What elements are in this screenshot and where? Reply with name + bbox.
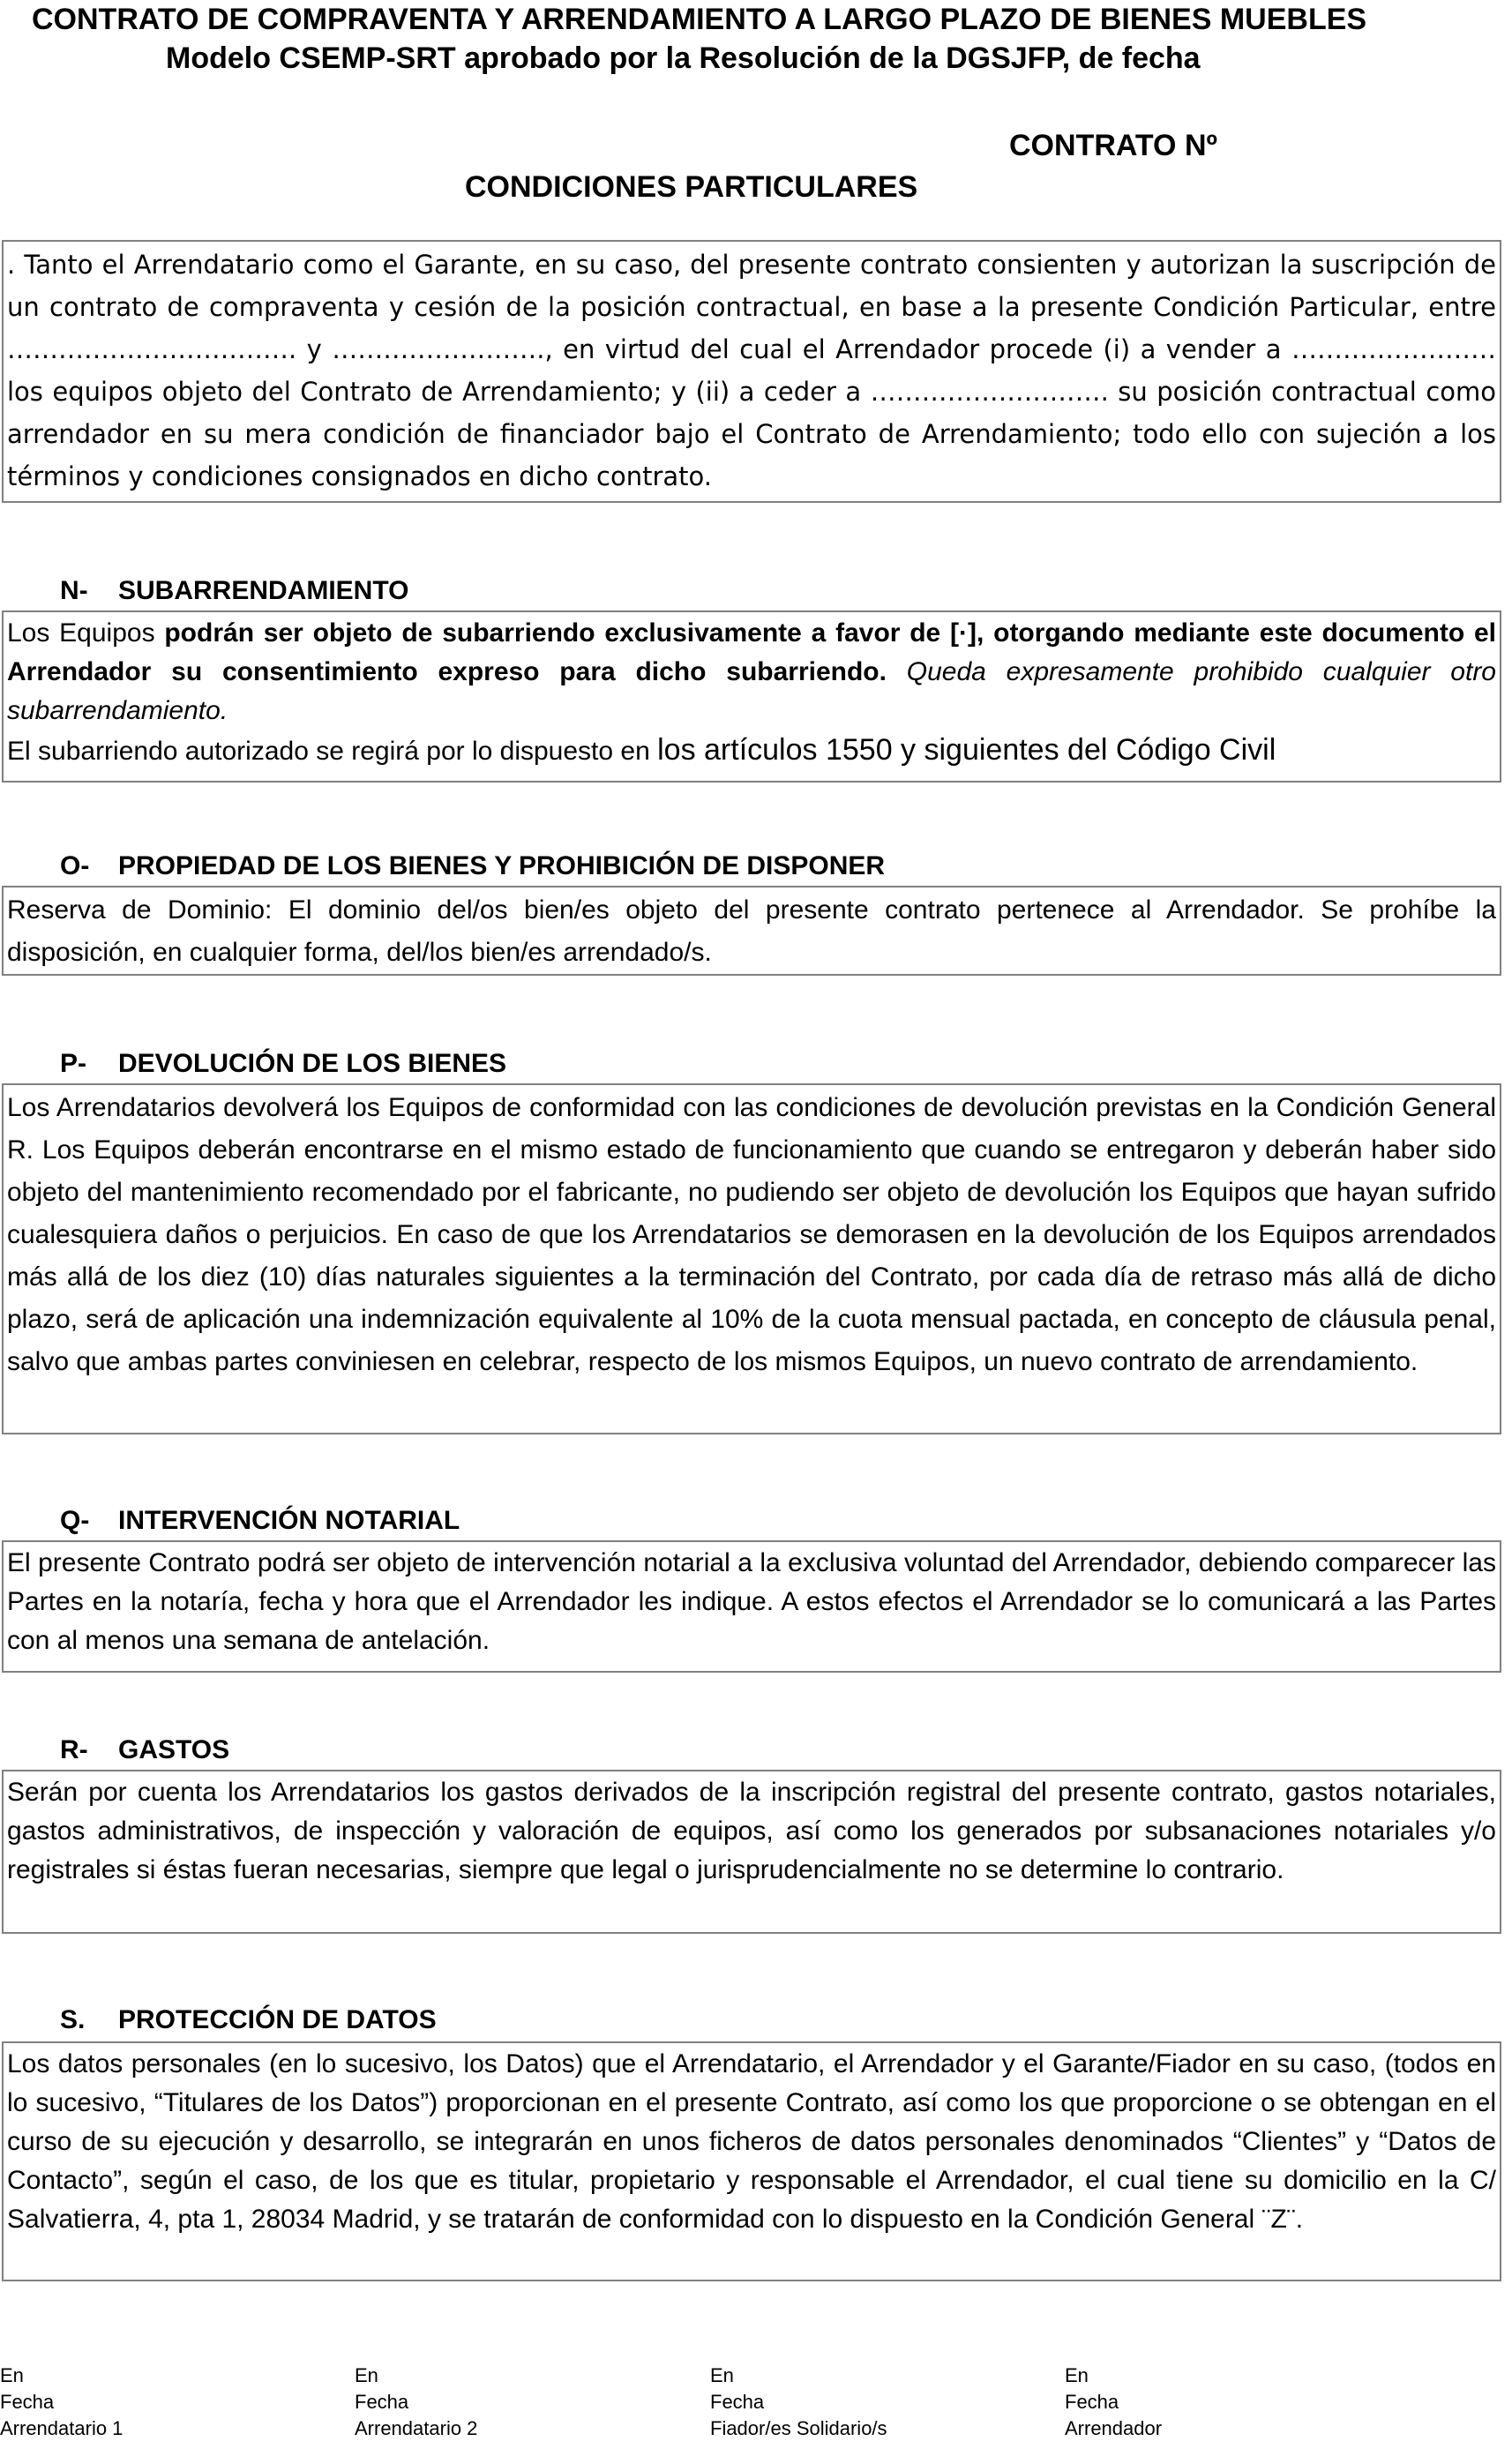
signature-place: En: [710, 2364, 734, 2386]
section-q-box: [2, 1540, 1501, 1673]
section-p-box: [2, 1083, 1501, 1434]
intro-clause-box: [2, 240, 1501, 503]
section-n-heading: [60, 573, 408, 609]
section-n-label: N-: [60, 576, 88, 605]
section-n-italic-text: Queda expresamente prohibido cualquier otro subarrendamiento.: [7, 657, 1496, 725]
section-s-heading: [60, 2003, 437, 2038]
signature-date: Fecha: [0, 2391, 55, 2413]
section-q-heading: [60, 1503, 460, 1539]
signature-place: En: [355, 2364, 378, 2386]
section-o-title: PROPIEDAD DE LOS BIENES Y PROHIBICIÓN DE DISPONER: [118, 851, 886, 880]
section-r-heading: [60, 1733, 229, 1768]
section-o-label: O-: [60, 851, 90, 880]
intro-clause-text: . Tanto el Arrendatario como el Garante, en su caso, del presente contrato consienten y autorizan la suscripción de un contrato de compraventa y cesión de la posición contractual, en base a la presente Condición Particular, entre ……………………………. y ……………………., en virtud del cual el Arrendador procede (i) a vender a …………………… los equipos objeto del Contrato de Arrendamiento; y (ii) a ceder a ………………………. su posición contractual como arrendador en su mera condición de financiador bajo el Contrato de Arrendamiento; todo ello con sujeción a los términos y condiciones consignados en dicho contrato.: [7, 250, 1496, 491]
signature-place: En: [1065, 2364, 1089, 2386]
section-n-regulation-text: El subarriendo autorizado se regirá por lo dispuesto en: [7, 737, 658, 766]
section-o-text: Reserva de Dominio: El dominio del/os bien/es objeto del presente contrato pertenece al Arrendador. Se prohíbe la disposición, en cualquier forma, del/los bien/es arrendado/s.: [7, 895, 1496, 967]
section-n-box: [2, 610, 1501, 783]
section-p-text: Los Arrendatarios devolverá los Equipos de conformidad con las condiciones de devolución previstas en la Condición General R. Los Equipos deberán encontrarse en el mismo estado de funcionamiento que cuando se entregaron y deberán haber sido objeto del mantenimiento recomendado por el fabricante, no pudiendo ser objeto de devolución los Equipos que hayan sufrido cualesquiera daños o perjuicios. En caso de que los Arrendatarios se demorasen en la devolución de los Equipos arrendados más allá de los diez (10) días naturales siguientes a la terminación del Contrato, por cada día de retraso más allá de dicho plazo, será de aplicación una indemnización equivalente al 10% de la cuota mensual pactada, en concepto de cláusula penal, salvo que ambas partes conviniesen en celebrar, respecto de los mismos Equipos, un nuevo contrato de arrendamiento.: [7, 1093, 1496, 1376]
section-q-title: INTERVENCIÓN NOTARIAL: [118, 1506, 460, 1535]
section-n-text: Los Equipos: [7, 618, 165, 648]
signature-block-arrendatario-1: [0, 2363, 123, 2442]
section-p-label: P-: [60, 1049, 86, 1078]
section-s-box: [2, 2041, 1501, 2281]
signature-place: En: [0, 2364, 24, 2386]
section-r-text: Serán por cuenta los Arrendatarios los gastos derivados de la inscripción registral del presente contrato, gastos notariales, gastos administrativos, de inspección y valoración de equipos, así como los generados por subsanaciones notariales y/o registrales si éstas fueran necesarias, siempre que legal o jurisprudencialmente no se determine lo contrario.: [7, 1778, 1496, 1884]
signature-date: Fecha: [710, 2391, 765, 2413]
signature-party: Arrendatario 2: [355, 2417, 478, 2439]
signature-party: Fiador/es Solidario/s: [710, 2417, 887, 2439]
signature-party: Arrendatario 1: [0, 2417, 124, 2439]
section-n-title: SUBARRENDAMIENTO: [118, 576, 409, 605]
section-q-label: Q-: [60, 1506, 90, 1535]
section-n-bold-text: podrán ser objeto de subarriendo exclusivamente a favor de [·], otorgando mediante este documento el Arrendador su consentimiento expreso para dicho subarriendo.: [7, 618, 1496, 686]
contract-title-line1: CONTRATO DE COMPRAVENTA Y ARRENDAMIENTO A LARGO PLAZO DE BIENES MUEBLES: [32, 3, 1367, 36]
section-o-box: [2, 886, 1501, 976]
section-p-title: DEVOLUCIÓN DE LOS BIENES: [118, 1049, 507, 1078]
section-r-label: R-: [60, 1735, 88, 1764]
section-n-civil-code-text: los artículos 1550 y siguientes del Código Civil: [657, 733, 1276, 767]
section-o-heading: [60, 849, 885, 884]
signature-date: Fecha: [355, 2391, 409, 2413]
section-s-title: PROTECCIÓN DE DATOS: [118, 2005, 437, 2034]
section-q-text: El presente Contrato podrá ser objeto de intervención notarial a la exclusiva voluntad del Arrendador, debiendo comparecer las Partes en la notaría, fecha y hora que el Arrendador les indique. A estos efectos el Arrendador se lo comunicará a las Partes con al menos una semana de antelación.: [7, 1548, 1496, 1655]
signature-block-arrendatario-2: [355, 2363, 477, 2442]
section-s-text: Los datos personales (en lo sucesivo, los Datos) que el Arrendatario, el Arrendador y el Garante/Fiador en su caso, (todos en lo sucesivo, “Titulares de los Datos”) proporcionan en el presente Contrato, así como los que proporcione o se obtengan en el curso de su ejecución y desarrollo, se integrarán en unos ficheros de datos personales denominados “Clientes” y “Datos de Contacto”, según el caso, de los que es titular, propietario y responsable el Arrendador, el cual tiene su domicilio en la C/ Salvatierra, 4, pta 1, 28034 Madrid, y se tratarán de conformidad con lo dispuesto en la Condición General ¨Z¨.: [7, 2049, 1496, 2234]
signature-block-arrendador: [1065, 2363, 1162, 2442]
contract-number-label: CONTRATO Nº: [1009, 129, 1217, 162]
section-s-label: S.: [60, 2005, 86, 2034]
contract-title-line2: Modelo CSEMP-SRT aprobado por la Resolución de la DGSJFP, de fecha: [166, 41, 1201, 75]
signature-date: Fecha: [1065, 2391, 1119, 2413]
section-r-box: [2, 1770, 1501, 1934]
section-r-title: GASTOS: [118, 1735, 230, 1764]
signature-party: Arrendador: [1065, 2417, 1163, 2439]
signature-block-fiador: [710, 2363, 887, 2442]
section-p-heading: [60, 1046, 506, 1082]
particular-conditions-heading: CONDICIONES PARTICULARES: [465, 170, 918, 204]
